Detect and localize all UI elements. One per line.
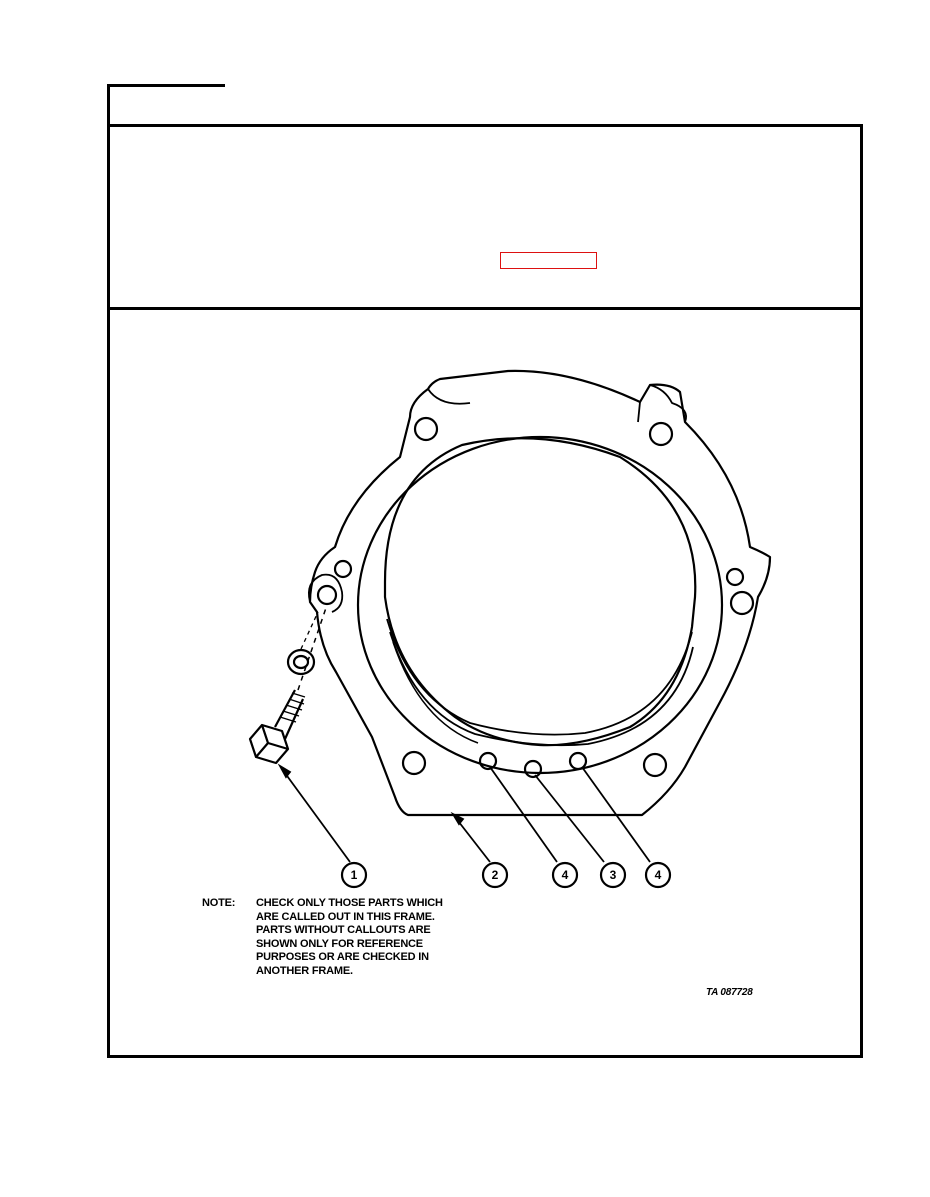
note-line: SHOWN ONLY FOR REFERENCE (256, 937, 423, 950)
callout-4-left: 4 (561, 868, 569, 882)
header-tab-side (107, 84, 110, 128)
note-line: PURPOSES OR ARE CHECKED IN (256, 951, 429, 963)
figure-number: TA 087728 (706, 987, 753, 998)
flange-ring-outer (358, 437, 722, 773)
callout-3: 3 (609, 868, 617, 882)
note-line: CHECK ONLY THOSE PARTS WHICH (256, 897, 443, 909)
note-label: NOTE: (202, 897, 236, 909)
bore-opening (385, 438, 695, 745)
note-line: ANOTHER FRAME. (256, 964, 353, 977)
procedure-frame (107, 124, 863, 1058)
callout-1: 1 (350, 868, 358, 882)
callout-2: 2 (491, 868, 499, 882)
bolt-capscrew (250, 690, 305, 763)
note-line: PARTS WITHOUT CALLOUTS ARE (256, 924, 431, 936)
note-text (256, 897, 486, 978)
note-line: ARE CALLED OUT IN THIS FRAME. (256, 910, 435, 923)
lock-washer (288, 650, 314, 674)
header-tab-line (107, 84, 225, 87)
callout-4-right: 4 (654, 868, 662, 882)
